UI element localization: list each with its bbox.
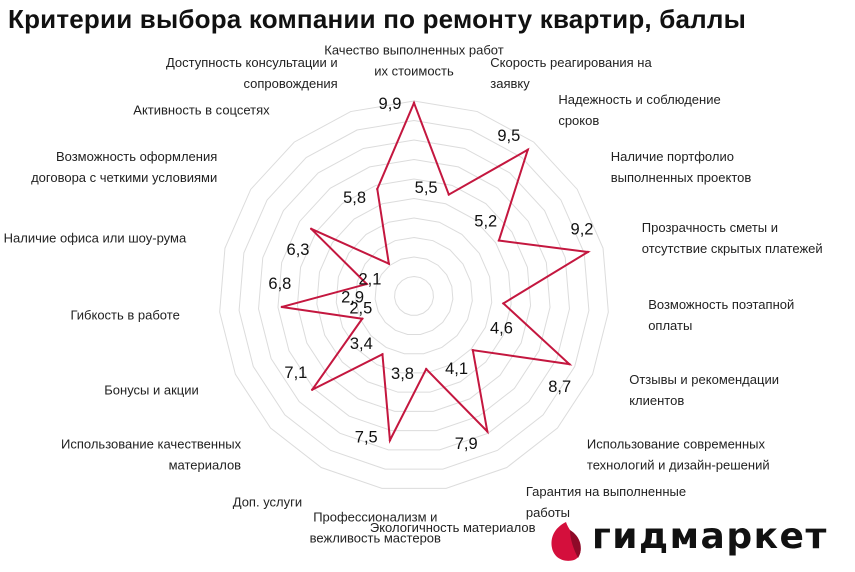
axis-label: Бонусы и акции bbox=[104, 382, 199, 398]
axis-labels bbox=[4, 43, 823, 546]
value-label: 5,2 bbox=[474, 212, 498, 231]
value-label: 3,8 bbox=[391, 365, 414, 384]
axis-label: Возможность поэтапной оплаты bbox=[648, 296, 795, 333]
value-label: 9,9 bbox=[378, 94, 402, 113]
brand-logo-icon bbox=[548, 520, 584, 564]
axis-label: Использование современных технологий и дизайн-решений bbox=[586, 436, 770, 473]
data-point bbox=[448, 193, 450, 195]
axis-label: Надежность и соблюдение сроков bbox=[558, 92, 721, 129]
axis-label: Экологичность материалов bbox=[369, 519, 536, 535]
value-label: 9,5 bbox=[497, 127, 521, 146]
value-label: 2,1 bbox=[358, 270, 382, 289]
data-point bbox=[425, 368, 427, 370]
data-point bbox=[381, 353, 383, 355]
value-label: 2,5 bbox=[349, 299, 373, 318]
data-point bbox=[498, 239, 500, 241]
data-point bbox=[389, 439, 391, 441]
data-point bbox=[376, 188, 378, 190]
value-label: 7,1 bbox=[284, 364, 308, 383]
axis-label: Отзывы и рекомендации клиентов bbox=[629, 371, 779, 408]
value-label: 4,1 bbox=[445, 359, 469, 378]
value-label: 3,4 bbox=[349, 334, 373, 353]
grid-ring bbox=[395, 277, 434, 316]
value-label: 6,8 bbox=[268, 275, 292, 294]
grid-ring bbox=[356, 238, 473, 354]
data-point bbox=[311, 389, 313, 391]
axis-label: Гибкость в работе bbox=[70, 307, 180, 323]
axis-label: Скорость реагирования на заявку bbox=[490, 55, 652, 92]
axis-label: Профессионализм и вежливость мастеров bbox=[309, 509, 441, 546]
data-point bbox=[361, 318, 363, 320]
axis-label: Качество выполненных работ их стоимость bbox=[324, 42, 504, 79]
axis-label: Возможность оформления договора с четкими условиями bbox=[31, 148, 218, 185]
axis-label: Доп. услуги bbox=[232, 494, 303, 510]
value-label: 7,9 bbox=[454, 434, 478, 453]
value-label: 6,3 bbox=[286, 240, 310, 259]
axis-label: Активность в соцсетях bbox=[133, 102, 270, 118]
data-point bbox=[281, 306, 283, 308]
chart-title: Критерии выбора компании по ремонту квартир, баллы bbox=[8, 4, 746, 34]
radar-grid bbox=[220, 101, 609, 488]
data-point bbox=[413, 102, 415, 104]
data-point bbox=[568, 363, 570, 365]
grid-ring bbox=[239, 121, 589, 470]
value-label: 4,6 bbox=[489, 319, 513, 338]
value-label: 8,7 bbox=[548, 378, 572, 397]
axis-label: Гарантия на выполненные работы bbox=[525, 484, 687, 521]
axis-label: Прозрачность сметы и отсутствие скрытых платежей bbox=[641, 219, 823, 256]
value-label: 2,9 bbox=[341, 288, 365, 307]
data-point bbox=[527, 149, 529, 151]
data-point bbox=[388, 262, 390, 264]
brand-logo bbox=[548, 516, 848, 564]
axis-label: Доступность консультации и сопровождения bbox=[165, 55, 338, 92]
data-point bbox=[310, 228, 312, 230]
data-point bbox=[472, 349, 474, 351]
axis-label: Наличие офиса или шоу-рума bbox=[3, 230, 187, 246]
data-point bbox=[502, 302, 504, 304]
value-label: 7,5 bbox=[354, 428, 378, 447]
series-line bbox=[282, 103, 588, 440]
axis-label: Наличие портфолио выполненных проектов bbox=[610, 148, 752, 185]
value-label: 5,5 bbox=[414, 178, 438, 197]
brand-name: гидмаркет bbox=[592, 516, 828, 557]
grid-ring bbox=[278, 160, 550, 431]
data-point bbox=[486, 430, 488, 432]
value-label: 5,8 bbox=[343, 188, 367, 207]
grid-ring bbox=[375, 257, 453, 334]
data-point bbox=[587, 251, 589, 253]
axis-label: Использование качественных материалов bbox=[61, 436, 242, 473]
value-label: 9,2 bbox=[570, 220, 594, 239]
